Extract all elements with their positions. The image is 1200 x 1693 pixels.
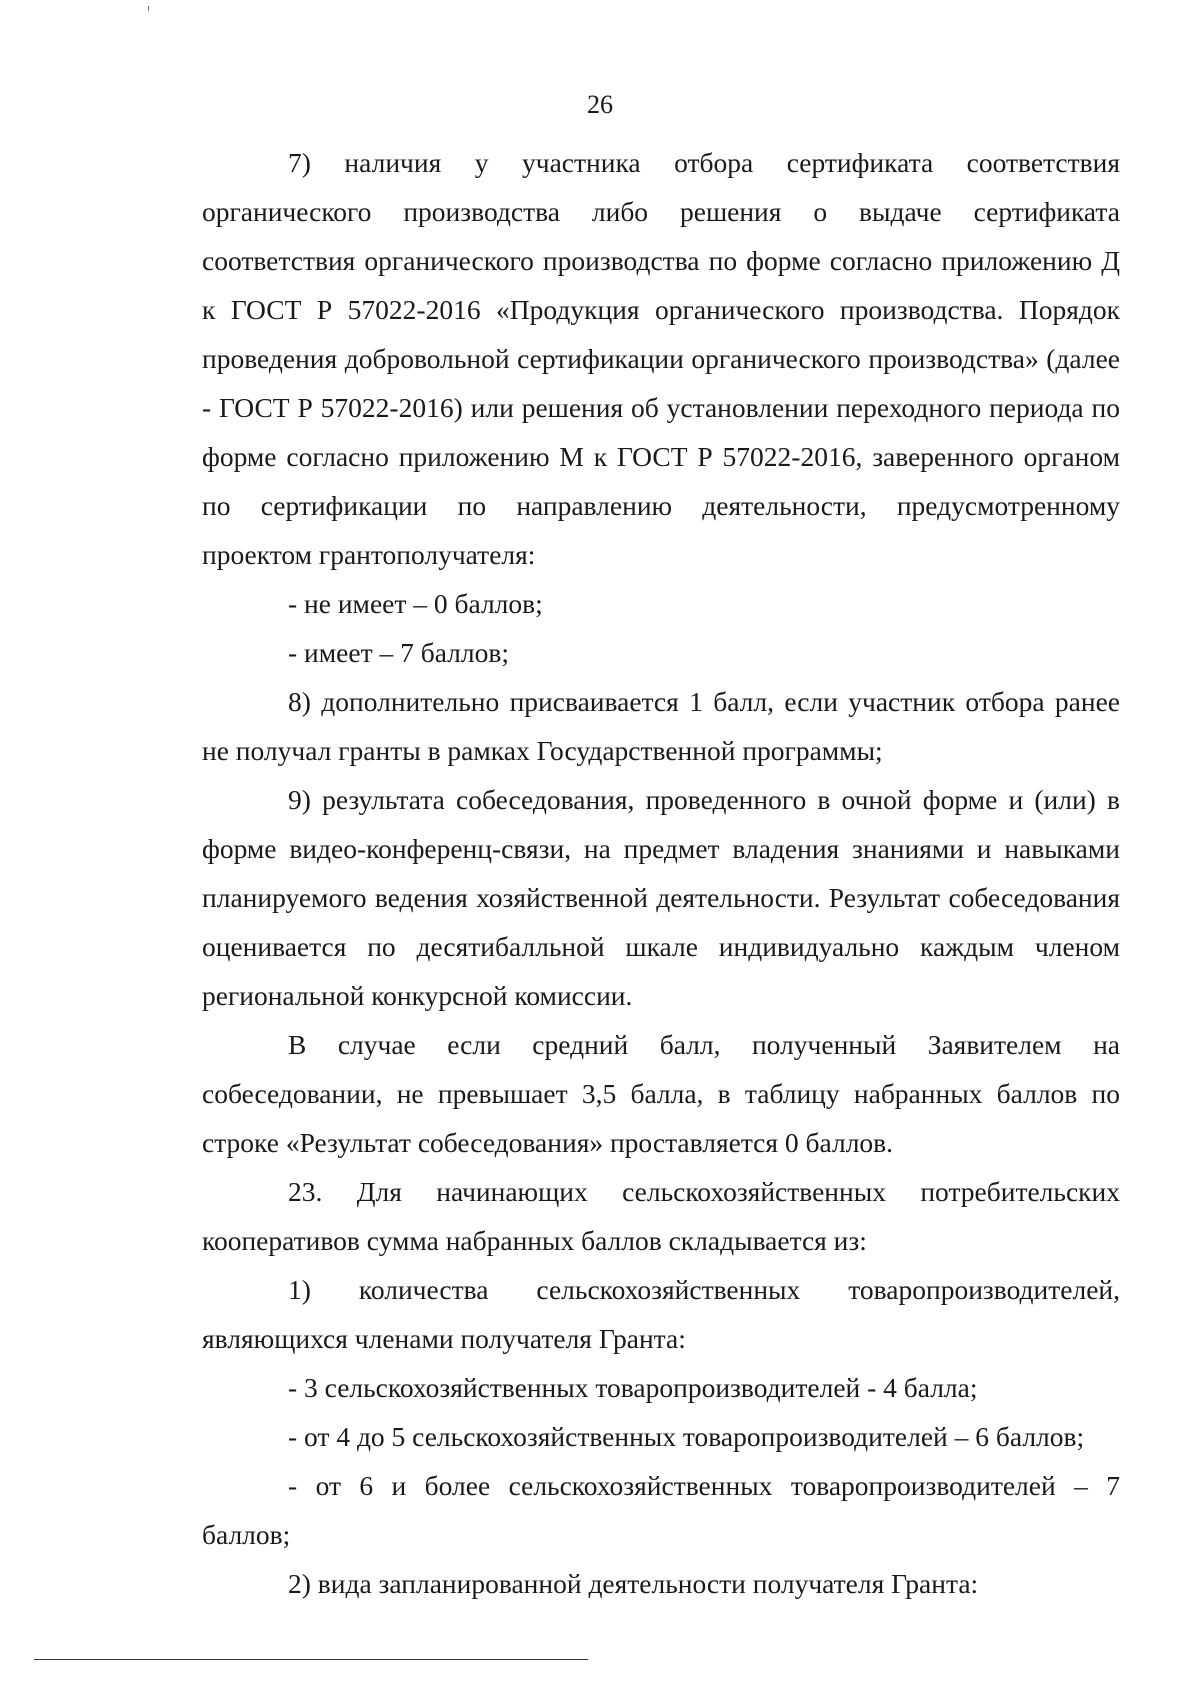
- list-item-6-or-more-producers: - от 6 и более сельскохозяйственных товаропроизводителей – 7 баллов;: [202, 1470, 1120, 1550]
- paragraph-item-7-organic-certificate: 7) наличия у участника отбора сертификата соответствия органического производства либо решения о выдаче сертификата соответствия органического производства по форме согласно приложению Д к ГОСТ Р 57022-2016 «Продукция органического производства. Порядок проведения добровольной сертификации органического производства» (далее - ГОСТ Р 57022-2016) или решения об установлении переходного периода по форме согласно приложению М к ГОСТ Р 57022-2016, заверенного органом по сертификации по направлению деятельности, предусмотренному проектом грантополучателя:: [202, 147, 1120, 570]
- paragraph-interview-threshold: В случае если средний балл, полученный Заявителем на собеседовании, не превышает 3,5 балла, в таблицу набранных баллов по строке «Результат собеседования» проставляется 0 баллов.: [202, 1029, 1120, 1158]
- list-item-has-certificate: - имеет – 7 баллов;: [288, 637, 509, 668]
- paragraph-section-23: 23. Для начинающих сельскохозяйственных потребительских кооперативов сумма набранных баллов складывается из:: [202, 1176, 1120, 1256]
- page-number: 26: [587, 90, 613, 119]
- document-body: [202, 138, 1120, 1608]
- footnote-rule: [34, 1659, 588, 1660]
- list-item-4-to-5-producers: - от 4 до 5 сельскохозяйственных товаропроизводителей – 6 баллов;: [288, 1421, 1085, 1452]
- paragraph-item-8-extra-point: 8) дополнительно присваивается 1 балл, если участник отбора ранее не получал гранты в рамках Государственной программы;: [202, 686, 1120, 766]
- paragraph-item-1-members-count: 1) количества сельскохозяйственных товаропроизводителей, являющихся членами получателя Гранта:: [202, 1274, 1120, 1354]
- paragraph-item-9-interview: 9) результата собеседования, проведенного в очной форме и (или) в форме видео-конференц-связи, на предмет владения знаниями и навыками планируемого ведения хозяйственной деятельности. Результат собеседования оценивается по десятибалльной шкале индивидуально каждым членом региональной конкурсной комиссии.: [202, 784, 1120, 1011]
- paragraph-item-2-activity-type: 2) вида запланированной деятельности получателя Гранта:: [288, 1568, 979, 1599]
- scan-speck: [148, 6, 149, 11]
- list-item-3-producers: - 3 сельскохозяйственных товаропроизводителей - 4 балла;: [288, 1372, 978, 1403]
- list-item-no-certificate: - не имеет – 0 баллов;: [288, 588, 543, 619]
